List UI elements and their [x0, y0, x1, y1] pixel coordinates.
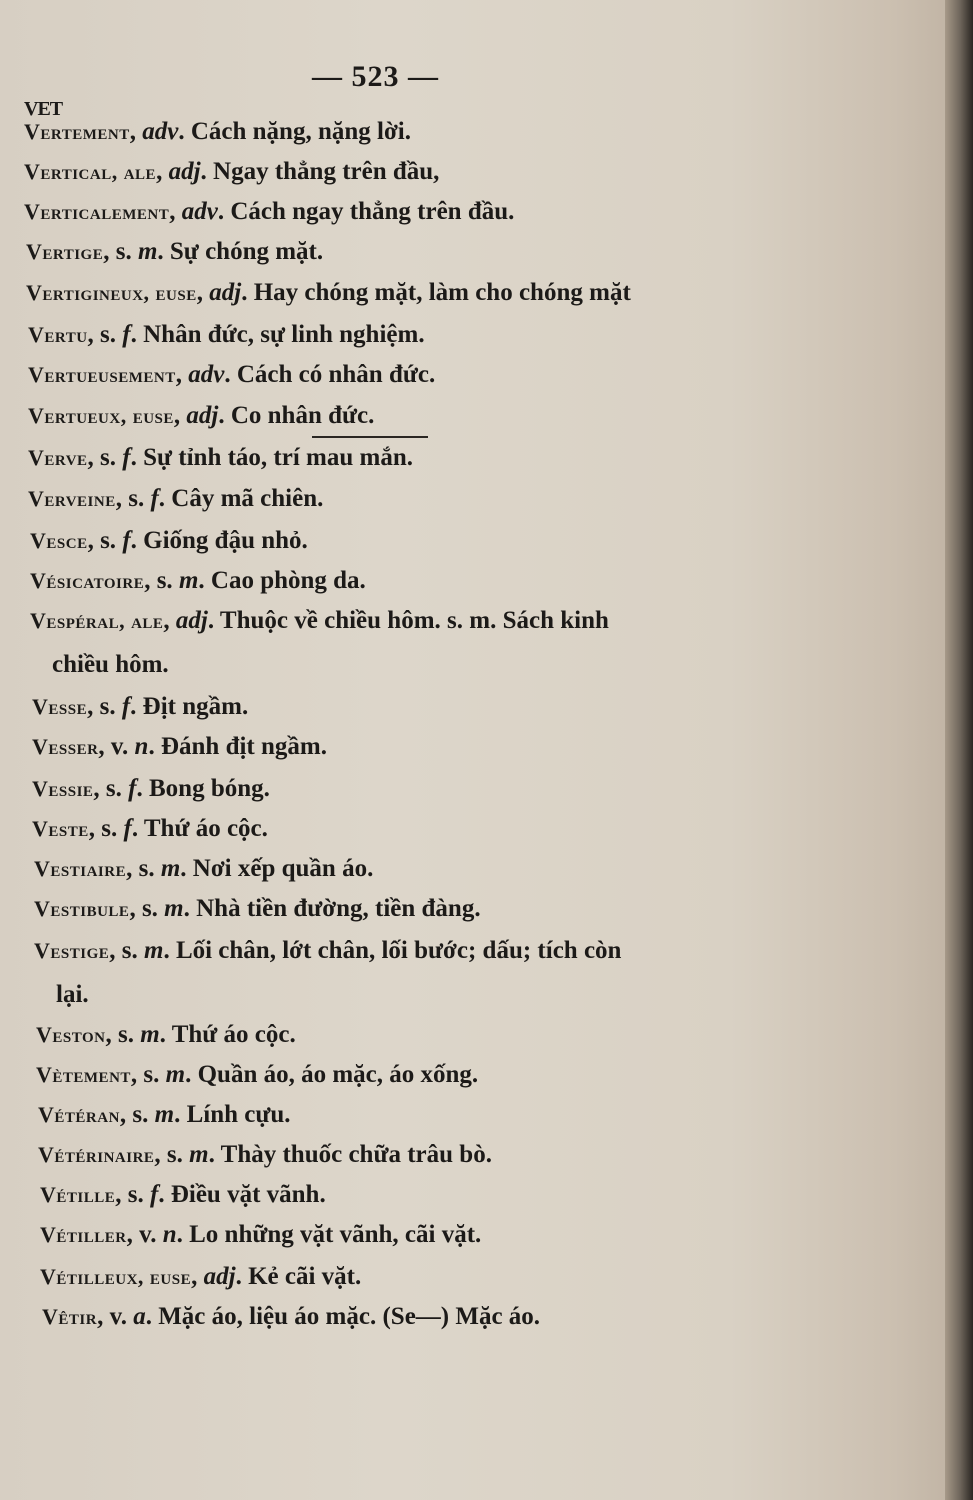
headword: Verve [28, 445, 88, 470]
grammar-label: f [121, 693, 131, 720]
entry-separator: , s. [93, 775, 129, 802]
grammar-label: adj [186, 402, 219, 429]
entry-separator: , v. [97, 1303, 134, 1330]
entry-separator: , s. [129, 895, 165, 922]
dictionary-entry [30, 607, 609, 635]
dictionary-entry [24, 198, 514, 226]
dictionary-entry [32, 775, 270, 803]
entry-separator: , s. [88, 815, 124, 842]
definition: . Cây mã chiên. [158, 485, 324, 512]
headword: Vertu [28, 322, 88, 347]
headword: Vertical, ale [24, 159, 157, 184]
definition: . Lối chân, lớt chân, lối bước; dấu; tích còn [163, 937, 622, 964]
definition: . Thày thuốc chữa trâu bò. [208, 1141, 492, 1168]
definition: . Ngay thẳng trên đầu, [200, 158, 440, 185]
grammar-label: m [137, 238, 158, 265]
grammar-label: adj [175, 607, 208, 634]
entry-separator: , s. [109, 937, 144, 964]
entry-separator: , [173, 402, 187, 429]
dictionary-entry [34, 855, 373, 883]
definition: . Bong bóng. [136, 775, 270, 802]
dictionary-entry [30, 527, 308, 555]
dictionary-entry [36, 1021, 296, 1049]
entry-separator: , s. [154, 1141, 190, 1168]
headword: Vertueux, euse [28, 403, 174, 428]
definition: . Cách có nhân đức. [224, 361, 436, 388]
grammar-label: adv [188, 361, 225, 388]
grammar-label: m [178, 567, 199, 594]
definition: . Nhân đức, sự linh nghiệm. [130, 321, 425, 348]
definition: . Cao phòng da. [198, 567, 366, 594]
headword: Vertueusement [28, 362, 176, 387]
headword: Vesce [30, 528, 88, 553]
definition: . Nhà tiền đường, tiền đàng. [183, 895, 481, 922]
entry-separator: , s. [105, 1021, 141, 1048]
grammar-label: f [150, 485, 159, 512]
headword: Verveine [28, 486, 116, 511]
headword: Vésicatoire [30, 568, 145, 593]
entry-separator: , s. [87, 527, 123, 554]
dictionary-entry [28, 444, 413, 472]
headword: Vesse [32, 694, 88, 719]
definition: . Co nhân đức. [218, 402, 375, 429]
grammar-label: m [154, 1101, 175, 1128]
headword: Vêtir [42, 1304, 98, 1329]
entry-separator: , [163, 607, 176, 634]
grammar-label: n [162, 1221, 177, 1248]
entry-separator: , [196, 279, 210, 306]
headword: Vertement [24, 119, 130, 144]
headword: Vesser [32, 734, 99, 759]
dictionary-entry [34, 937, 621, 965]
grammar-label: adv [181, 198, 218, 225]
headword: Vestige [34, 938, 110, 963]
grammar-label: n [134, 733, 149, 760]
grammar-label: m [165, 1061, 186, 1088]
dictionary-entry [38, 1141, 492, 1169]
grammar-label: adj [203, 1263, 236, 1290]
entry-separator: , [191, 1263, 204, 1290]
dictionary-entry [40, 1263, 361, 1291]
headword: Vétiller [40, 1222, 127, 1247]
definition: . Địt ngầm. [130, 693, 249, 720]
definition-continuation: lại. [56, 981, 89, 1008]
grammar-label: f [123, 815, 132, 842]
entry-separator: , s. [115, 485, 151, 512]
entry-separator: , s. [103, 238, 138, 265]
headword: Verticalement [24, 199, 170, 224]
dictionary-entry [38, 1101, 291, 1129]
headword: Vètement [36, 1062, 131, 1087]
page-number: — 523 — [312, 60, 439, 93]
definition: . Nơi xếp quần áo. [180, 855, 374, 882]
definition: . Lính cựu. [174, 1101, 291, 1128]
entry-separator: , s. [87, 321, 123, 348]
dictionary-entry [26, 279, 631, 307]
dictionary-entry [28, 485, 323, 513]
grammar-label: adj [209, 279, 242, 306]
definition: . Mặc áo, liệu áo mặc. (Se—) Mặc áo. [145, 1303, 541, 1330]
dictionary-entry [34, 895, 481, 923]
entry-separator: , s. [144, 567, 179, 594]
dictionary-entry [24, 118, 411, 146]
dictionary-entry [36, 1061, 478, 1089]
headword: Vétérinaire [38, 1142, 155, 1167]
dictionary-entry [32, 693, 248, 721]
running-head: VET [24, 98, 63, 120]
definition: . Điều vặt vãnh. [158, 1181, 326, 1208]
entry-separator: , v. [98, 733, 135, 760]
definition: . Lo những vặt vãnh, cãi vặt. [176, 1221, 482, 1248]
entry-separator: , s. [87, 693, 122, 720]
grammar-label: f [149, 1181, 159, 1208]
grammar-label: f [122, 321, 131, 348]
entry-separator: , s. [115, 1181, 150, 1208]
definition: . Thứ áo cộc. [159, 1021, 296, 1048]
dictionary-entry [32, 815, 268, 843]
headword: Vertigineux, euse [26, 280, 197, 305]
handwritten-underline [312, 436, 428, 438]
dictionary-entry [42, 1303, 540, 1331]
headword: Veston [36, 1022, 106, 1047]
headword: Vertige [26, 239, 104, 264]
dictionary-entry [30, 567, 366, 595]
grammar-label: adv [142, 118, 179, 145]
definition: . Thuộc về chiều hôm. s. m. Sách kinh [207, 607, 609, 634]
grammar-label: f [122, 527, 131, 554]
entry-separator: , s. [119, 1101, 155, 1128]
entry-separator: , [156, 158, 169, 185]
grammar-label: f [128, 775, 137, 802]
grammar-label: m [164, 895, 184, 922]
dictionary-entry [24, 158, 439, 186]
headword: Vessie [32, 776, 94, 801]
entry-separator: , [175, 361, 189, 388]
headword: Vétéran [38, 1102, 120, 1127]
page-edge-shadow [945, 0, 973, 1500]
dictionary-entry [28, 321, 425, 349]
definition: . Hay chóng mặt, làm cho chóng mặt [241, 279, 631, 306]
grammar-label: a [133, 1303, 146, 1330]
definition: . Sự tỉnh táo, trí mau mắn. [130, 444, 413, 471]
definition: . Quần áo, áo mặc, áo xống. [185, 1061, 479, 1088]
headword: Vespéral, ale [30, 608, 164, 633]
dictionary-entry [26, 238, 323, 266]
grammar-label: m [140, 1021, 160, 1048]
definition-continuation: chiều hôm. [52, 651, 169, 678]
grammar-label: m [160, 855, 181, 882]
dictionary-entry [40, 1181, 326, 1209]
headword: Vestibule [34, 896, 130, 921]
entry-separator: , [169, 198, 182, 225]
definition: . Sự chóng mặt. [157, 238, 324, 265]
grammar-label: adj [168, 158, 201, 185]
definition: . Thứ áo cộc. [131, 815, 268, 842]
entry-separator: , s. [130, 1061, 166, 1088]
definition: . Giống đậu nhỏ. [130, 527, 308, 554]
dictionary-entry [28, 361, 435, 389]
dictionary-entry [40, 1221, 481, 1249]
headword: Veste [32, 816, 89, 841]
grammar-label: m [189, 1141, 209, 1168]
grammar-label: f [122, 444, 131, 471]
headword: Vétilleux, euse [40, 1264, 192, 1289]
headword: Vétille [40, 1182, 116, 1207]
definition: . Đánh địt ngầm. [148, 733, 327, 760]
entry-separator: , s. [87, 444, 123, 471]
entry-separator: , [129, 118, 143, 145]
dictionary-entry [32, 733, 327, 761]
definition: . Cách ngay thẳng trên đầu. [217, 198, 515, 225]
grammar-label: m [143, 937, 164, 964]
entry-separator: , v. [126, 1221, 163, 1248]
definition: . Kẻ cãi vặt. [235, 1263, 362, 1290]
definition: . Cách nặng, nặng lời. [178, 118, 411, 145]
entry-separator: , s. [126, 855, 161, 882]
dictionary-entry [28, 402, 374, 430]
headword: Vestiaire [34, 856, 127, 881]
